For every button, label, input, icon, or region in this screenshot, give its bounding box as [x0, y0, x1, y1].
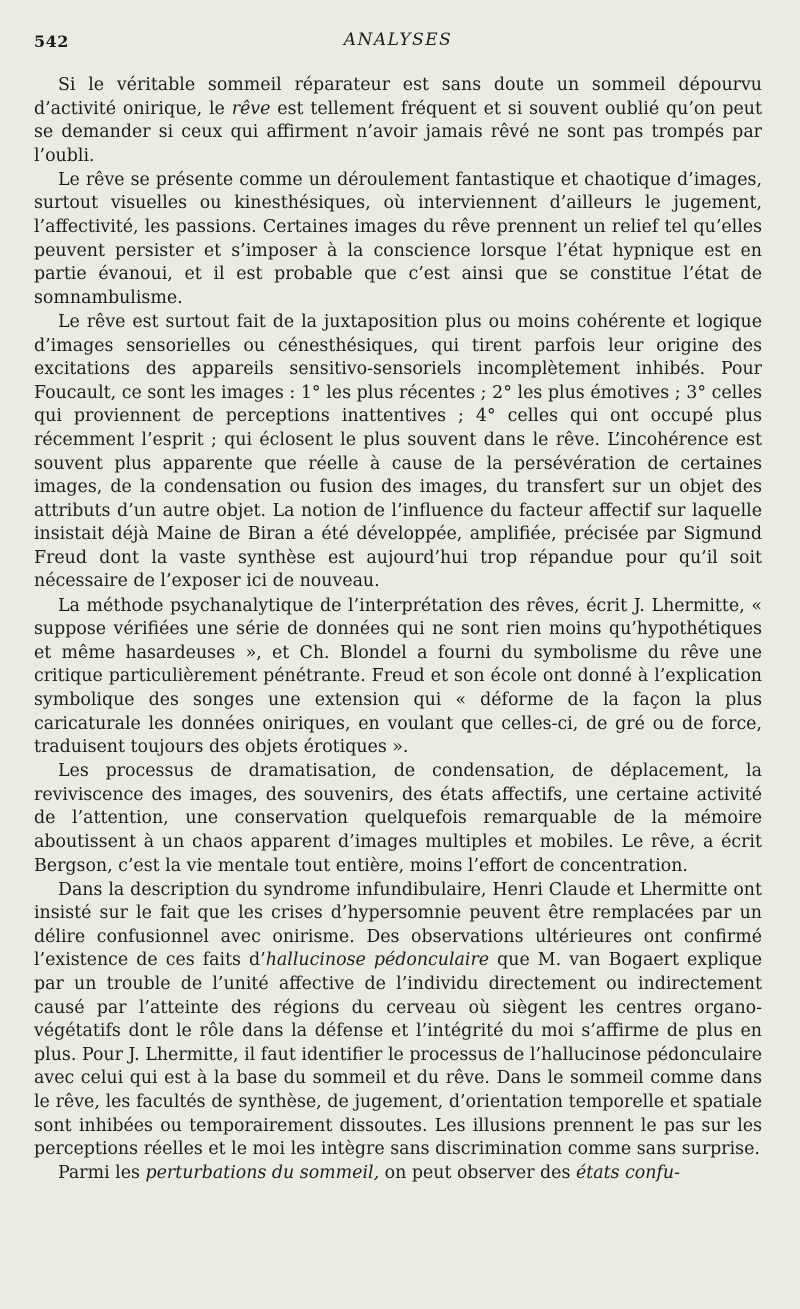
- paragraph: [34, 311, 762, 594]
- text-run: La méthode psychanalytique de l’interprétation des rêves, écrit J. Lhermitte, « suppose vérifiées une série de données qui ne sont rien moins qu’hypothétiques et même hasardeuses », et Ch. Blondel a fourni du symbolisme du rêve une critique particulièrement pénétrante. Freud et son école ont donné à l’explication symbolique des songes une extension qui « déforme de la façon la plus caricaturale les données oniriques, en voulant que celles-ci, de gré ou de force, traduisent toujours des objets érotiques ».: [34, 595, 762, 758]
- paragraph: [34, 879, 762, 1162]
- italic-text: états confu-: [575, 1163, 680, 1184]
- italic-text: hallucinose pédonculaire: [265, 950, 490, 971]
- italic-text: perturbations du sommeil,: [145, 1163, 380, 1184]
- text-run: Le rêve se présente comme un déroulement fantastique et chaotique d’images, surtout visuelles ou kinesthésiques, où interviennent d’ailleurs le jugement, l’affectivité, les passions. Certaines images du rêve prennent un relief tel qu’elles peuvent persister et s’imposer à la conscience lorsque l’état hypnique est en partie évanoui, et il est probable que c’est ainsi que se constitue l’état de somnambulisme.: [34, 169, 762, 308]
- body-text: [34, 74, 762, 1186]
- text-run: est tellement fréquent et si souvent oublié qu’on peut se demander si ceux qui affirment n’avoir jamais rêvé ne sont pas trompés par l’oubli.: [34, 98, 762, 166]
- text-run: Dans la description du syndrome infundibulaire, Henri Claude et Lhermitte ont insisté sur le fait que les crises d’hypersomnie peuvent être remplacées par un délire confusionnel avec onirisme. Des observations ultérieures ont confirmé l’existence de ces faits d’: [34, 879, 762, 971]
- paragraph: [34, 760, 762, 878]
- running-head: [34, 28, 762, 58]
- paragraph: [34, 595, 762, 760]
- paragraph: [34, 169, 762, 311]
- text-run: Les processus de dramatisation, de condensation, de déplacement, la reviviscence des images, des souvenirs, des états affectifs, une certaine activité de l’attention, une conservation quelquefois remarquable de la mémoire aboutissent à un chaos apparent d’images multiples et mobiles. Le rêve, a écrit Bergson, c’est la vie mentale tout entière, moins l’effort de concentration.: [34, 761, 762, 876]
- text-run: Si le véritable sommeil réparateur est sans doute un sommeil dépourvu d’activité onirique, le: [34, 75, 762, 119]
- text-run: que M. van Bogaert explique par un trouble de l’unité affective de l’individu directement ou indirectement causé par l’atteinte des régions du cerveau où siègent les centres organo-végétatifs dont le rôle dans la défense et l’intégrité du moi s’affirme de plus en plus. Pour J. Lhermitte, il faut identifier le processus de l’hallucinose pédonculaire avec celui qui est à la base du sommeil et du rêve. Dans le sommeil comme dans le rêve, les facultés de synthèse, de jugement, d’orientation temporelle et spatiale sont inhibées ou temporairement dissoutes. Les illusions prennent le pas sur les perceptions réelles et le moi les intègre sans discrimination comme sans surprise.: [34, 950, 762, 1160]
- section-title: ANALYSES: [343, 30, 453, 50]
- page-number: 542: [34, 32, 69, 51]
- text-run: on peut observer des: [379, 1163, 576, 1184]
- italic-text: rêve: [231, 98, 271, 119]
- paragraph: [34, 74, 762, 168]
- text-run: Parmi les: [58, 1163, 146, 1184]
- paragraph: [34, 1162, 762, 1186]
- text-run: Le rêve est surtout fait de la juxtaposition plus ou moins cohérente et logique d’images sensorielles ou cénesthésiques, qui tirent parfois leur origine des excitations des appareils sensitivo-sensoriels incomplètement inhibés. Pour Foucault, ce sont les images : 1° les plus récentes ; 2° les plus émotives ; 3° celles qui proviennent de perceptions inattentives ; 4° celles qui ont occupé plus récemment l’esprit ; qui éclosent le plus souvent dans le rêve. L’incohérence est souvent plus apparente que réelle à cause de la persévération de certaines images, de la condensation ou fusion des images, du transfert sur un objet des attributs d’un autre objet. La notion de l’influence du facteur affectif sur laquelle insistait déjà Maine de Biran a été développée, amplifiée, précisée par Sigmund Freud dont la vaste synthèse est aujourd’hui trop répandue pour qu’il soit nécessaire de l’exposer ici de nouveau.: [34, 311, 762, 592]
